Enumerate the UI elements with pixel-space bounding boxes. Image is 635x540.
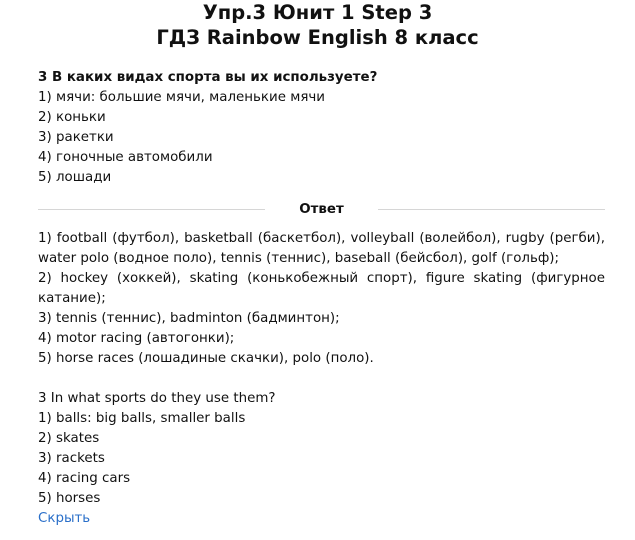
question-item: 2) коньки xyxy=(38,110,106,125)
answer-divider xyxy=(38,199,605,219)
answer-item-3: 3) tennis (теннис), badminton (бадминтон); xyxy=(38,311,340,326)
page-title-line-2: ГДЗ Rainbow English 8 класс xyxy=(156,26,479,49)
page-title-line-1: Упр.3 Юнит 1 Step 3 xyxy=(202,1,433,24)
answer-label: Ответ xyxy=(299,201,344,217)
translation-item: 2) skates xyxy=(38,431,100,446)
question-heading: 3 В каких видах спорта вы их используете? xyxy=(38,70,378,85)
answer-item-2-line-2: катание); xyxy=(38,291,106,306)
answer-item-5: 5) horse races (лошадиные скачки), polo (поло). xyxy=(38,351,374,366)
question-item: 3) ракетки xyxy=(38,130,114,145)
question-item: 5) лошади xyxy=(38,170,112,185)
translation-item: 3) rackets xyxy=(38,451,105,466)
hide-answer-link[interactable]: Скрыть xyxy=(38,511,91,526)
translation-item: 4) racing cars xyxy=(38,471,131,486)
question-block xyxy=(38,68,605,188)
translation-item: 5) horses xyxy=(38,491,101,506)
translation-heading: 3 In what sports do they use them? xyxy=(38,391,276,406)
divider-rule-left xyxy=(38,209,265,210)
question-item: 1) мячи: большие мячи, маленькие мячи xyxy=(38,90,325,105)
answer-item-4: 4) motor racing (автогонки); xyxy=(38,331,235,346)
answer-item-1-line-1: 1) football (футбол), basketball (баскетбол), volleyball (волейбол), rugby (регби), xyxy=(38,231,605,246)
question-item: 4) гоночные автомобили xyxy=(38,150,213,165)
answer-block xyxy=(38,229,605,529)
translation-item: 1) balls: big balls, smaller balls xyxy=(38,411,246,426)
spacer xyxy=(38,369,605,389)
divider-rule-right xyxy=(378,209,605,210)
answer-item-1-line-2: water polo (водное поло), tennis (теннис), baseball (бейсбол), golf (гольф); xyxy=(38,251,560,266)
answer-item-2-line-1: 2) hockey (хоккей), skating (конькобежный спорт), figure skating (фигурное xyxy=(38,271,605,286)
